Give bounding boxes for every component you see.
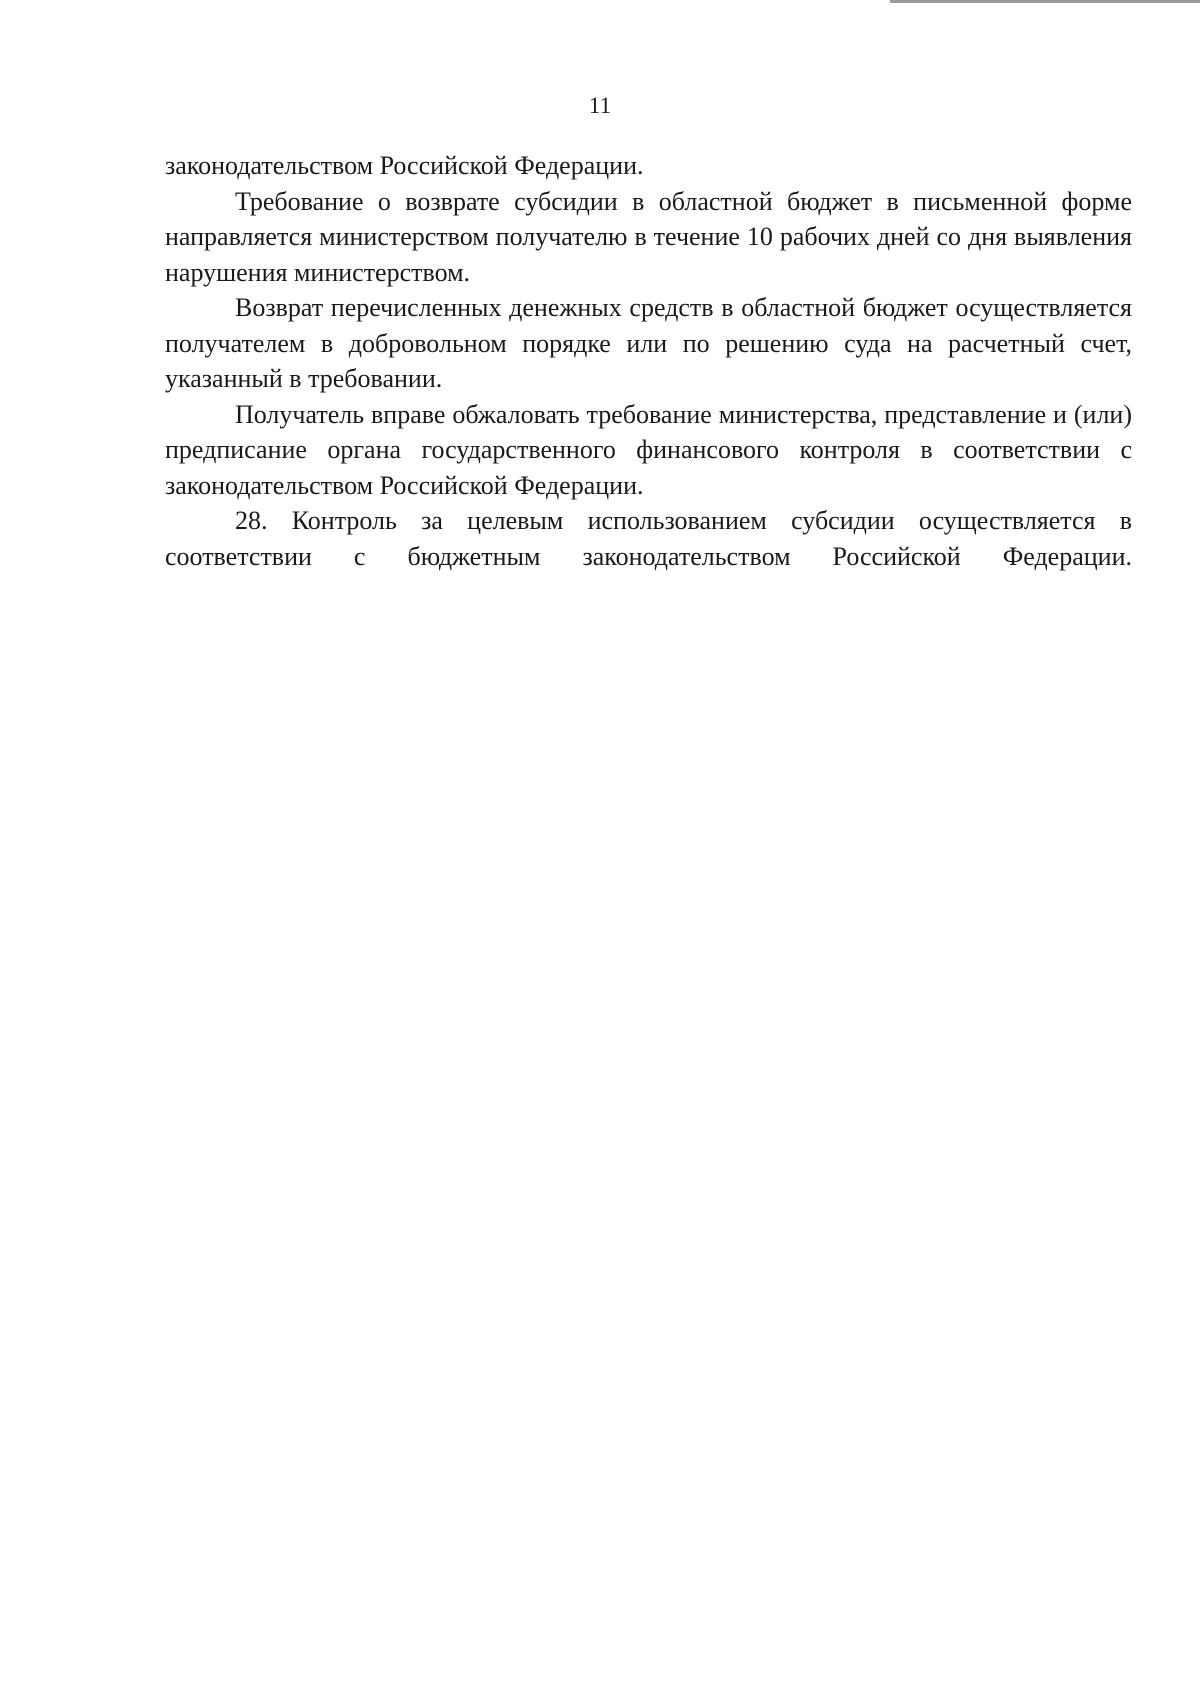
- page-number: 11: [588, 93, 612, 118]
- paragraph-continuation: законодательством Российской Федерации.: [165, 151, 644, 180]
- paragraph-appeal-right: Получатель вправе обжаловать требование министерства, представление и (или) предписание органа государственного финансового контроля в соответствии с законодательством Российской Федерации.: [165, 399, 1132, 500]
- document-body: [165, 148, 1132, 574]
- paragraph-funds-return: Возврат перечисленных денежных средств в областной бюджет осуществляется получателем в добровольном порядке или по решению суда на расчетный счет, указанный в требовании.: [165, 293, 1132, 393]
- paragraph-item-28: 28. Контроль за целевым использованием субсидии осуществляется в соответствии с бюджетным законодательством Российской Федерации.: [165, 506, 1132, 571]
- paragraph-return-requirement: Требование о возврате субсидии в областной бюджет в письменной форме направляется министерством получателю в течение 10 рабочих дней со дня выявления нарушения министерством.: [165, 186, 1132, 287]
- scan-edge-mark: [890, 0, 1200, 3]
